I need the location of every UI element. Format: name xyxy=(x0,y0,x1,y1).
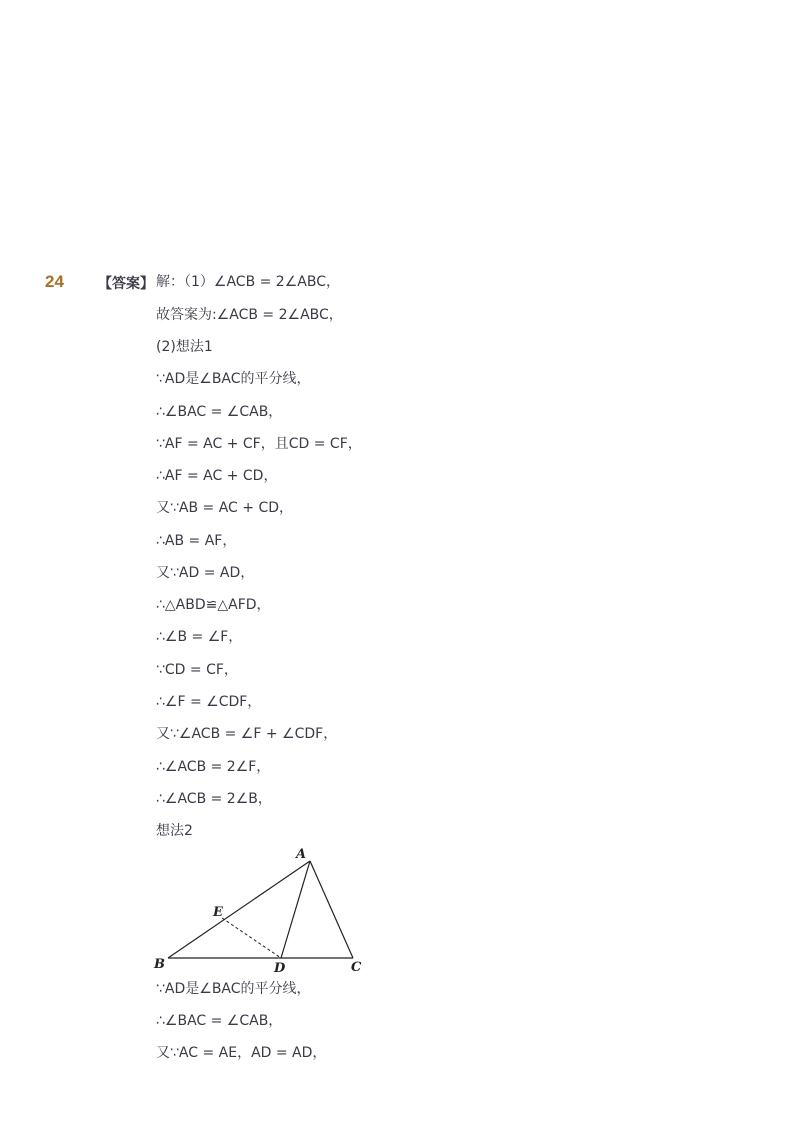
segment-ad xyxy=(281,861,310,958)
answer-label: 【答案】 xyxy=(98,276,154,292)
solution-line-17: ∴∠ACB = 2∠B， xyxy=(156,791,272,807)
solution-line-12: ∴∠B = ∠F， xyxy=(156,629,243,645)
question-number: 24 xyxy=(45,272,64,291)
triangle-figure xyxy=(150,843,380,978)
solution-line-5: ∴∠BAC = ∠CAB， xyxy=(156,404,283,420)
solution-line-3: (2)想法1 xyxy=(156,339,213,355)
label-c: C xyxy=(351,960,362,975)
solution-line-7: ∴AF = AC + CD， xyxy=(156,468,278,484)
solution-line-14: ∴∠F = ∠CDF， xyxy=(156,694,262,710)
label-e: E xyxy=(213,905,223,920)
solution-line-13: ∵CD = CF， xyxy=(156,662,238,678)
solution-line-19: ∵AD是∠BAC的平分线， xyxy=(156,981,311,997)
solution-line-21: 又∵AC = AE，AD = AD， xyxy=(156,1045,327,1061)
solution-line-9: ∴AB = AF， xyxy=(156,533,237,549)
solution-line-10: 又∵AD = AD， xyxy=(156,565,255,581)
label-b: B xyxy=(154,957,165,972)
solution-line-1: 解：（1）∠ACB = 2∠ABC， xyxy=(156,274,340,290)
solution-line-2: 故答案为:∠ACB = 2∠ABC， xyxy=(156,307,343,323)
solution-line-18: 想法2 xyxy=(156,823,193,839)
solution-line-4: ∵AD是∠BAC的平分线， xyxy=(156,371,311,387)
label-d: D xyxy=(274,961,286,976)
solution-line-16: ∴∠ACB = 2∠F， xyxy=(156,759,271,775)
solution-line-6: ∵AF = AC + CF，且CD = CF， xyxy=(156,436,362,452)
solution-line-8: 又∵AB = AC + CD， xyxy=(156,500,294,516)
segment-ac xyxy=(310,861,353,958)
solution-line-20: ∴∠BAC = ∠CAB， xyxy=(156,1013,283,1029)
segment-ed-dashed xyxy=(222,918,281,958)
solution-line-11: ∴△ABD≌△AFD， xyxy=(156,597,271,613)
label-a: A xyxy=(296,847,307,862)
solution-line-15: 又∵∠ACB = ∠F + ∠CDF， xyxy=(156,726,338,742)
segment-ab xyxy=(168,861,310,958)
